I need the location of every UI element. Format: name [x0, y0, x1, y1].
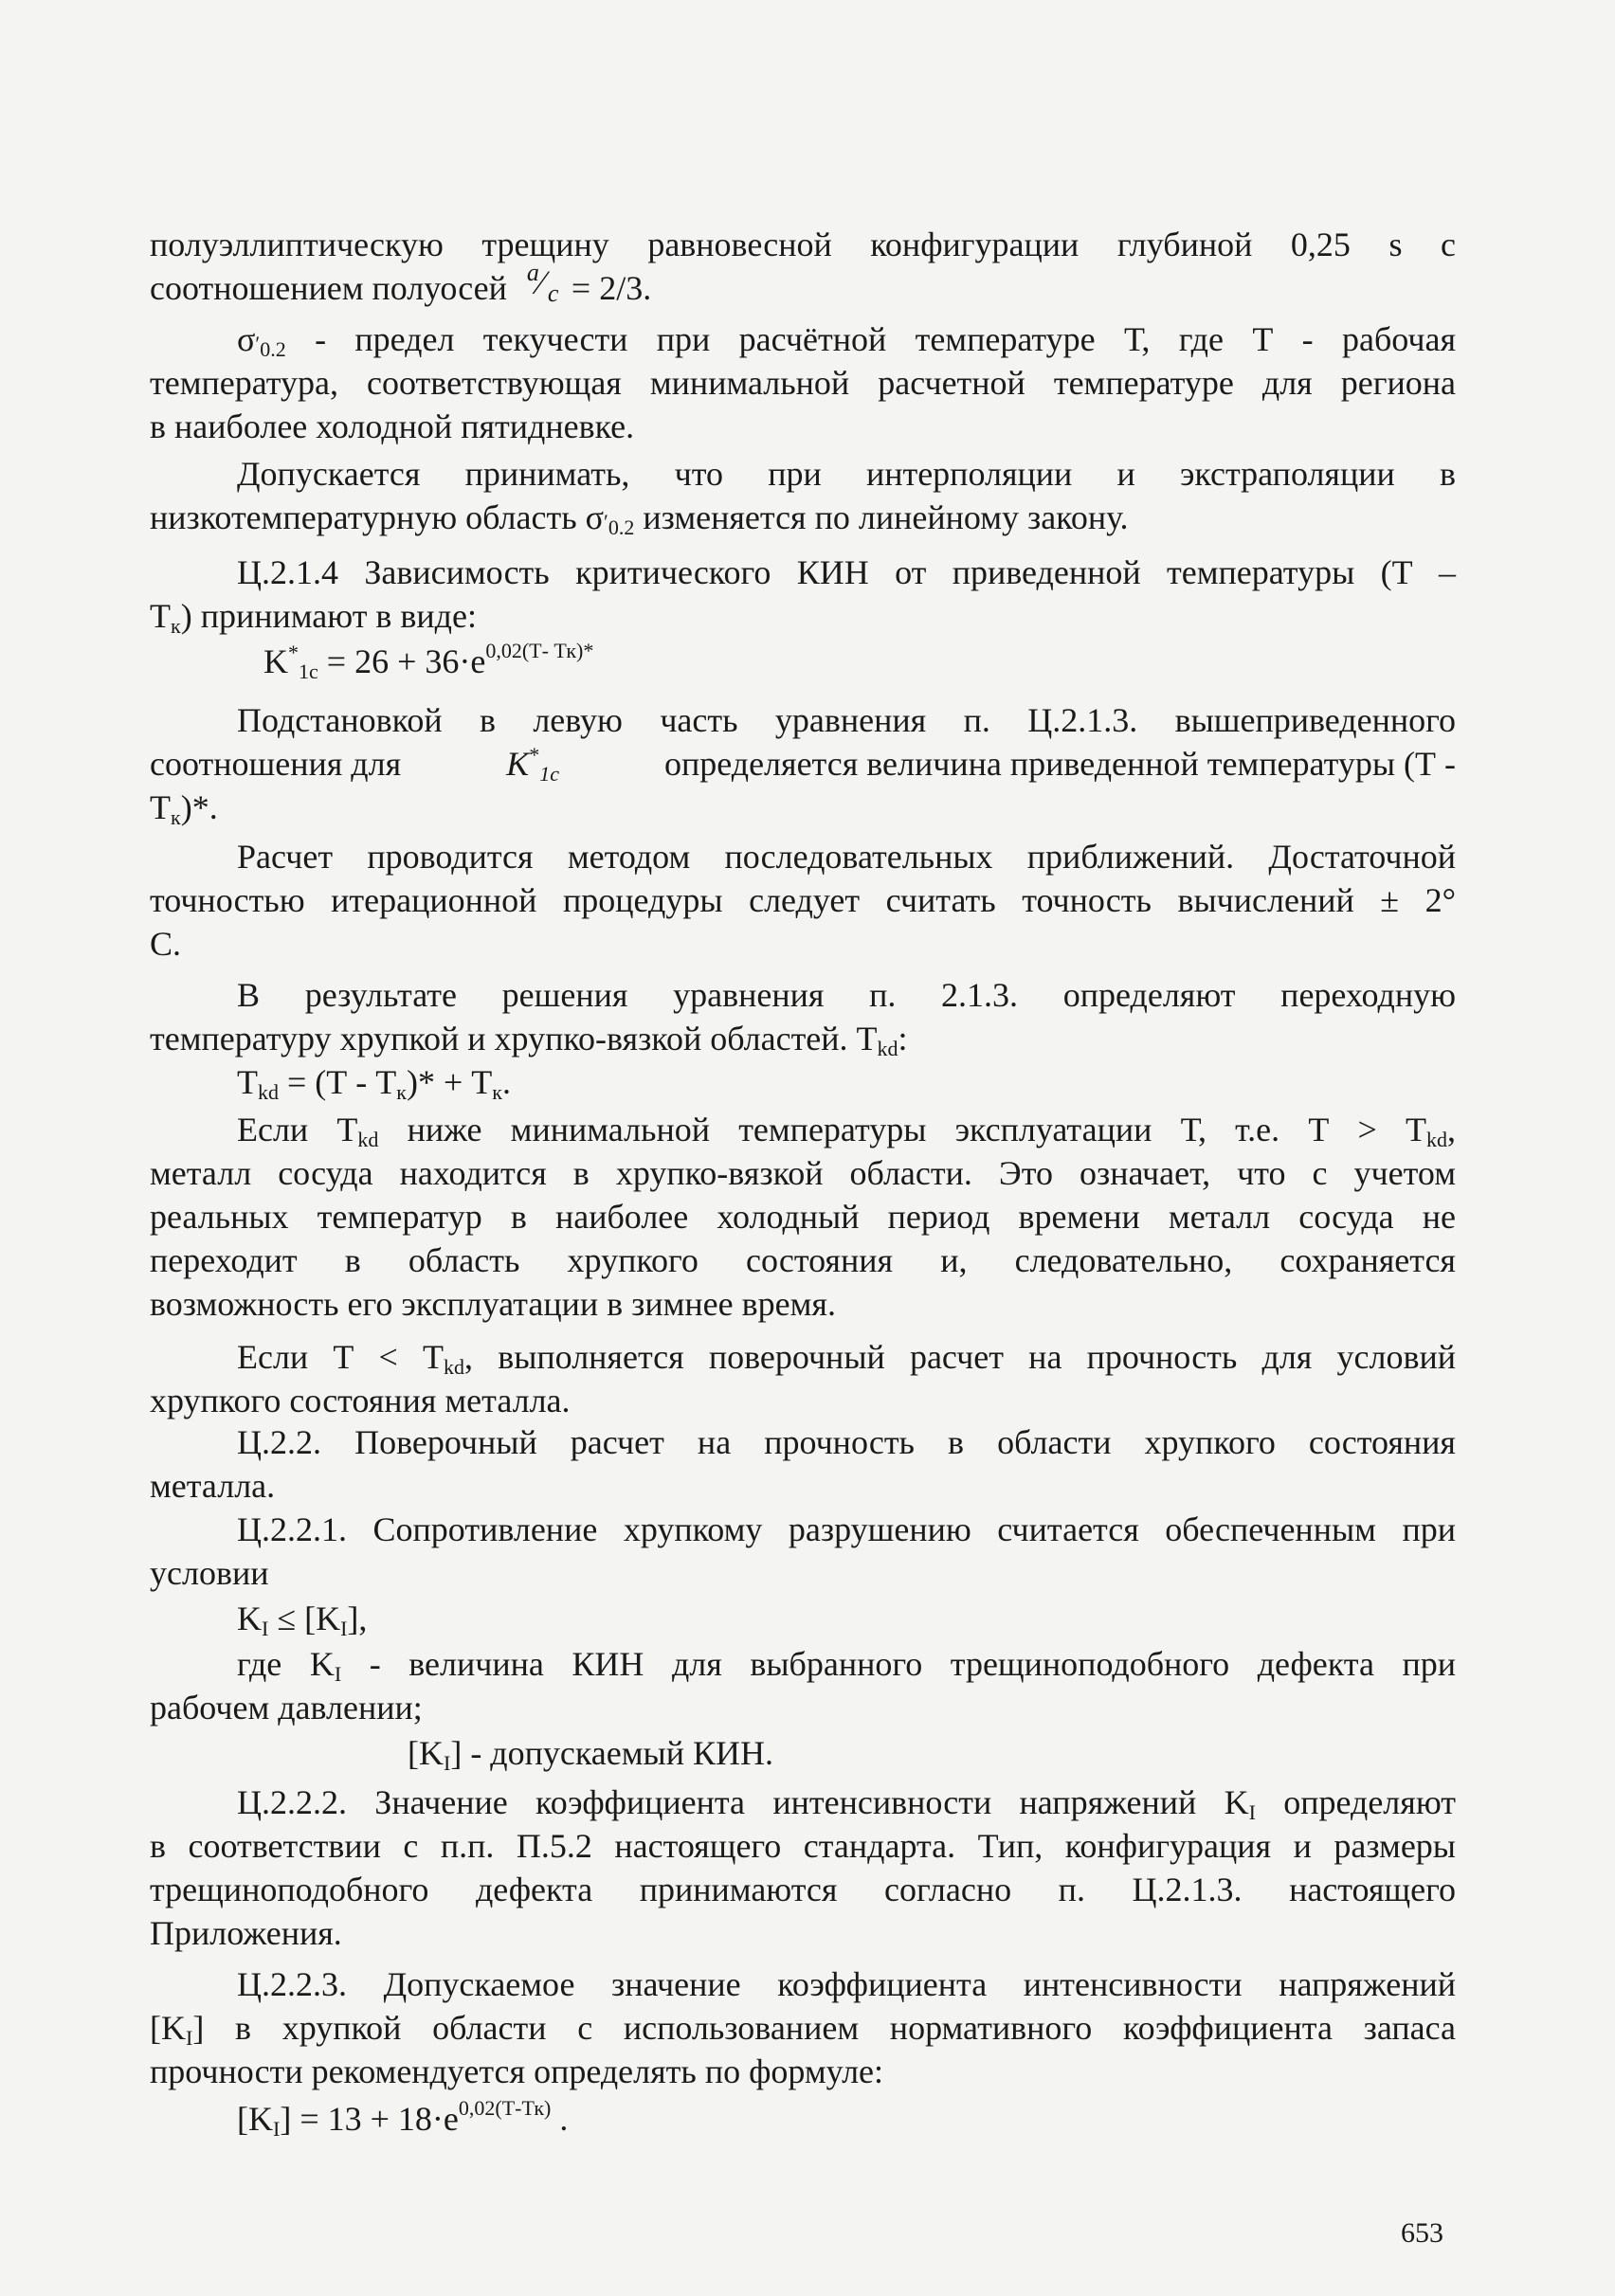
formula-kin: $K^*_{1c} = 26 + 36\cdot e^{0,02(Т- Тк)*}$	[263, 639, 594, 683]
text-line	[408, 1732, 773, 1774]
formula-condition	[237, 1598, 367, 1639]
subscript: I	[1248, 1800, 1256, 1824]
text-line	[150, 259, 652, 309]
subscript: к	[492, 1080, 502, 1104]
text-span: низкотемпературную область σ	[150, 498, 605, 536]
text-span: Ц.2.2.2. Значение коэффициента интенсивности напряжений K	[237, 1783, 1249, 1821]
text-line	[237, 1781, 1456, 1823]
text-span: .	[551, 2100, 569, 2138]
text-span: , выполняется поверочный расчет на прочность для условий	[464, 1338, 1457, 1376]
text-line	[237, 1643, 1456, 1685]
fraction-denominator: c	[547, 280, 559, 307]
text-span: соотношением полуосей	[150, 269, 507, 307]
text-span: Т	[237, 1063, 258, 1101]
text-span: Если Т	[237, 1111, 358, 1148]
text-line: точностью итерационной процедуры следует считать точность вычислений ± 2°	[150, 881, 1456, 919]
text-line: Ц.2.1.4 Зависимость критического КИН от приведенной температуры (Т –	[237, 553, 1456, 591]
text-line: С.	[150, 925, 182, 963]
text-span: )*.	[180, 788, 218, 826]
subscript: 1c	[299, 660, 318, 683]
subscript: I	[262, 1617, 269, 1640]
text-span: ],	[347, 1600, 368, 1637]
formula-tkd	[237, 1061, 511, 1103]
text-span: )* + Т	[406, 1063, 493, 1101]
text-span: Если Т < Т	[237, 1338, 445, 1376]
text-span: ≤ [K	[268, 1600, 341, 1637]
text-span: ] = 13 + 18·e	[280, 2100, 459, 2138]
subscript: к	[171, 614, 181, 638]
text-span: K	[263, 642, 288, 680]
superscript: 0,02(Т-Тк)	[458, 2096, 552, 2120]
text-span: ] в хрупкой области с использованием нормативного коэффициента запаса	[192, 2009, 1456, 2047]
k1c-symbol: $K^*_{1c}$	[506, 743, 559, 786]
subscript: kd	[1426, 1128, 1447, 1151]
text-span: - предел текучести при расчётной температуре Т, где Т - рабочая	[315, 320, 1456, 358]
text-span: K	[237, 1600, 262, 1637]
text-line	[237, 1109, 1456, 1150]
sigma-symbol: $\sigma'_{0.2}$	[237, 320, 286, 361]
subscript: kd	[444, 1355, 465, 1379]
subscript: kd	[357, 1128, 379, 1151]
text-span: [K	[237, 2100, 273, 2138]
text-line	[237, 318, 1456, 365]
fraction-numerator: a	[526, 259, 539, 286]
text-span: = (Т - Т	[279, 1063, 397, 1101]
text-span: [K	[408, 1734, 444, 1772]
text-line: полуэллиптическую трещину равновесной конфигурации глубиной 0,25 s с	[150, 226, 1456, 263]
text-line: В результате решения уравнения п. 2.1.3. определяют переходную	[237, 976, 1456, 1014]
text-span: соотношения для	[150, 745, 402, 783]
text-line	[150, 786, 218, 828]
text-line: рабочем давлении;	[150, 1689, 423, 1727]
text-line	[150, 595, 477, 637]
subscript: I	[186, 2026, 193, 2050]
text-span: = 2/3.	[571, 269, 652, 307]
text-line: металла.	[150, 1467, 276, 1505]
subscript: 0.2	[608, 515, 635, 539]
text-line: переходит в область хрупкого состояния и, следовательно, сохраняется	[150, 1241, 1456, 1279]
formula-allowable-kin	[237, 2098, 568, 2140]
subscript: к	[171, 805, 181, 829]
subscript: I	[444, 1751, 451, 1775]
text-span: ниже минимальной температуры эксплуатации Т, т.е. Т > Т	[378, 1111, 1426, 1148]
fraction-slash: ⁄	[537, 263, 544, 301]
text-span: ,	[1447, 1111, 1456, 1148]
text-span: ) принимают в виде:	[180, 597, 477, 635]
text-span: ] - допускаемый КИН.	[450, 1734, 774, 1772]
text-span: где K	[237, 1645, 335, 1683]
section-heading: Ц.2.2. Поверочный расчет на прочность в области хрупкого состояния	[237, 1423, 1456, 1461]
text-span: [K	[150, 2009, 186, 2047]
text-line: Приложения.	[150, 1914, 342, 1952]
text-span: определяется величина приведенной температуры (Т -	[663, 745, 1456, 783]
text-line: хрупкого состояния металла.	[150, 1382, 571, 1419]
text-line: низкотемпературную область $\sigma'_{0.2}$ изменяется по линейному закону.	[150, 498, 1129, 539]
fraction	[525, 259, 563, 309]
text-line: реальных температур в наиболее холодный период времени металл сосуда не	[150, 1198, 1456, 1236]
text-line: Подстановкой в левую часть уравнения п. Ц.2.1.3. вышеприведенного	[237, 701, 1456, 739]
text-line	[150, 1018, 908, 1059]
text-line: Ц.2.2.3. Допускаемое значение коэффициента интенсивности напряжений	[237, 1965, 1456, 2003]
text-span: = 26 + 36·e	[318, 642, 486, 680]
subscript: к	[396, 1080, 407, 1104]
text-span: Т	[150, 597, 171, 635]
text-span: .	[501, 1063, 511, 1101]
subscript: I	[273, 2117, 281, 2141]
text-line: трещиноподобного дефекта принимаются согласно п. Ц.2.1.3. настоящего	[150, 1871, 1456, 1908]
superscript: 0,02(Т- Тк)*	[485, 639, 594, 662]
text-line: Расчет проводится методом последовательных приближений. Достаточной	[237, 838, 1456, 876]
text-span: Т	[150, 788, 171, 826]
text-line: температура, соответствующая минимальной расчетной температуре для региона	[150, 364, 1456, 402]
text-line: Ц.2.2.1. Сопротивление хрупкому разрушению считается обеспеченным при	[237, 1510, 1456, 1548]
page-number: 653	[1401, 2217, 1443, 2249]
text-span: - величина КИН для выбранного трещиноподобного дефекта при	[341, 1645, 1457, 1683]
text-span: определяют	[1255, 1783, 1456, 1821]
text-line: условии	[150, 1554, 269, 1592]
text-line	[150, 2007, 1456, 2049]
subscript: kd	[258, 1080, 279, 1104]
subscript: I	[340, 1617, 348, 1640]
text-line: возможность его эксплуатации в зимнее время.	[150, 1285, 836, 1323]
text-span: температуру хрупкой и хрупко-вязкой областей. Т	[150, 1020, 878, 1058]
text-line: Допускается принимать, что при интерполяции и экстраполяции в	[237, 455, 1456, 493]
text-line: в соответствии с п.п. П.5.2 настоящего стандарта. Тип, конфигурация и размеры	[150, 1827, 1456, 1865]
text-line: в наиболее холодной пятидневке.	[150, 407, 635, 445]
subscript: I	[334, 1662, 342, 1686]
text-line	[237, 1336, 1456, 1378]
text-line	[150, 743, 1456, 785]
text-span: изменяется по линейному закону.	[634, 498, 1129, 536]
subscript: kd	[877, 1037, 898, 1060]
text-line: прочности рекомендуется определять по формуле:	[150, 2052, 884, 2090]
text-line: металл сосуда находится в хрупко-вязкой области. Это означает, что с учетом	[150, 1154, 1456, 1192]
text-span: :	[898, 1020, 908, 1058]
